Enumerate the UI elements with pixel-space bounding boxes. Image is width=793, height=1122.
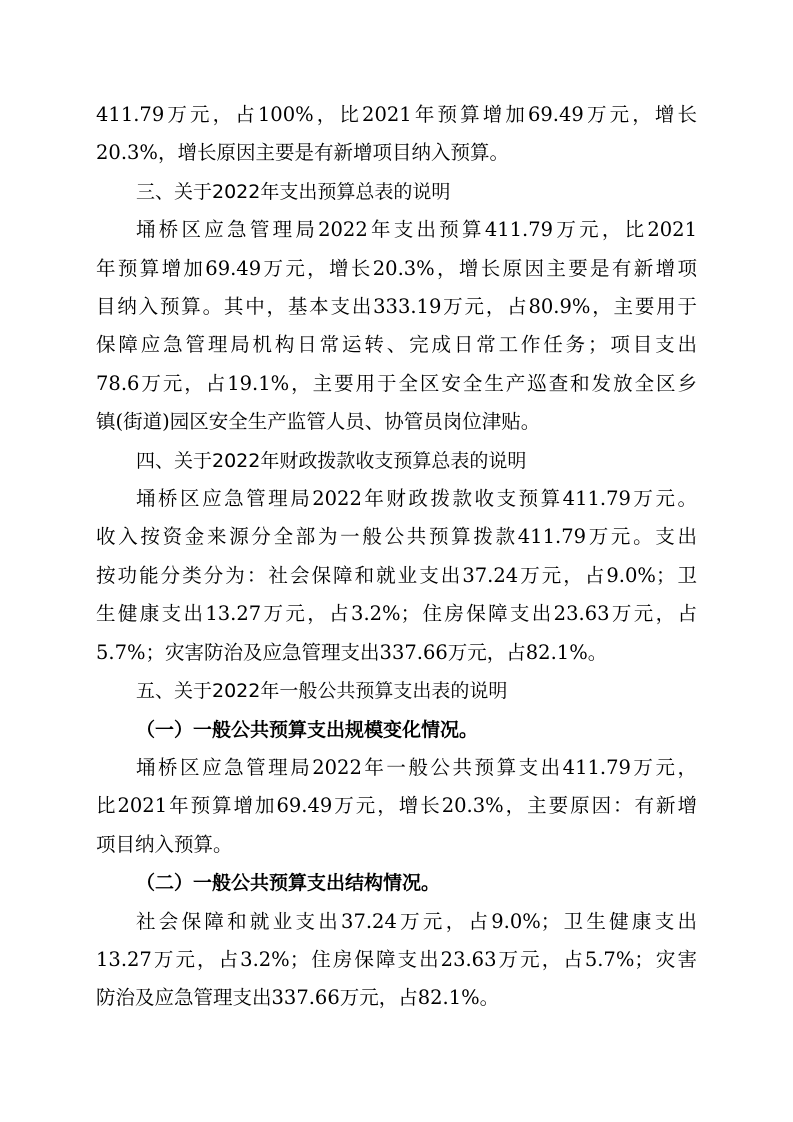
paragraph-line: 5.7%；灾害防治及应急管理支出337.66万元，占82.1%。 xyxy=(96,640,608,664)
paragraph-line: 镇(街道)园区安全生产监管人员、协管员岗位津贴。 xyxy=(96,410,541,434)
paragraph-line: 埇桥区应急管理局2022年一般公共预算支出411.79万元， xyxy=(136,755,697,779)
paragraph-line: 目纳入预算。其中，基本支出333.19万元，占80.9%，主要用于 xyxy=(96,295,697,319)
paragraph-line: 埇桥区应急管理局2022年财政拨款收支预算411.79万元。 xyxy=(136,487,697,511)
document-body xyxy=(96,96,697,1018)
paragraph-line: 411.79万元，占100%，比2021年预算增加69.49万元，增长 xyxy=(96,103,697,126)
section-heading-4: 四、关于2022年财政拨款收支预算总表的说明 xyxy=(136,449,527,472)
paragraph-line: 比2021年预算增加69.49万元，增长20.3%，主要原因：有新增 xyxy=(96,794,697,818)
paragraph-line: 项目纳入预算。 xyxy=(96,832,233,856)
paragraph-line: 20.3%，增长原因主要是有新增项目纳入预算。 xyxy=(96,141,509,165)
paragraph-line: 埇桥区应急管理局2022年支出预算411.79万元，比2021 xyxy=(136,218,697,242)
paragraph-line: 按功能分类分为：社会保障和就业支出37.24万元，占9.0%；卫 xyxy=(96,563,697,587)
paragraph-line: 保障应急管理局机构日常运转、完成日常工作任务；项目支出 xyxy=(96,333,697,357)
paragraph-line: 年预算增加69.49万元，增长20.3%，增长原因主要是有新增项 xyxy=(96,256,697,280)
subsection-heading-1: （一）一般公共预算支出规模变化情况。 xyxy=(136,718,479,741)
section-heading-5: 五、关于2022年一般公共预算支出表的说明 xyxy=(136,680,508,703)
paragraph-line: 收入按资金来源分全部为一般公共预算拨款411.79万元。支出 xyxy=(96,525,697,549)
subsection-heading-2: （二）一般公共预算支出结构情况。 xyxy=(136,872,441,895)
paragraph-line: 生健康支出13.27万元，占3.2%；住房保障支出23.63万元，占 xyxy=(96,602,697,626)
paragraph-line: 防治及应急管理支出337.66万元，占82.1%。 xyxy=(96,986,500,1010)
section-heading-3: 三、关于2022年支出预算总表的说明 xyxy=(136,180,451,203)
paragraph-line: 社会保障和就业支出37.24万元，占9.0%；卫生健康支出 xyxy=(136,909,697,933)
paragraph-line: 13.27万元，占3.2%；住房保障支出23.63万元，占5.7%；灾害 xyxy=(96,947,697,971)
paragraph-line: 78.6万元，占19.1%，主要用于全区安全生产巡查和发放全区乡 xyxy=(96,371,697,395)
